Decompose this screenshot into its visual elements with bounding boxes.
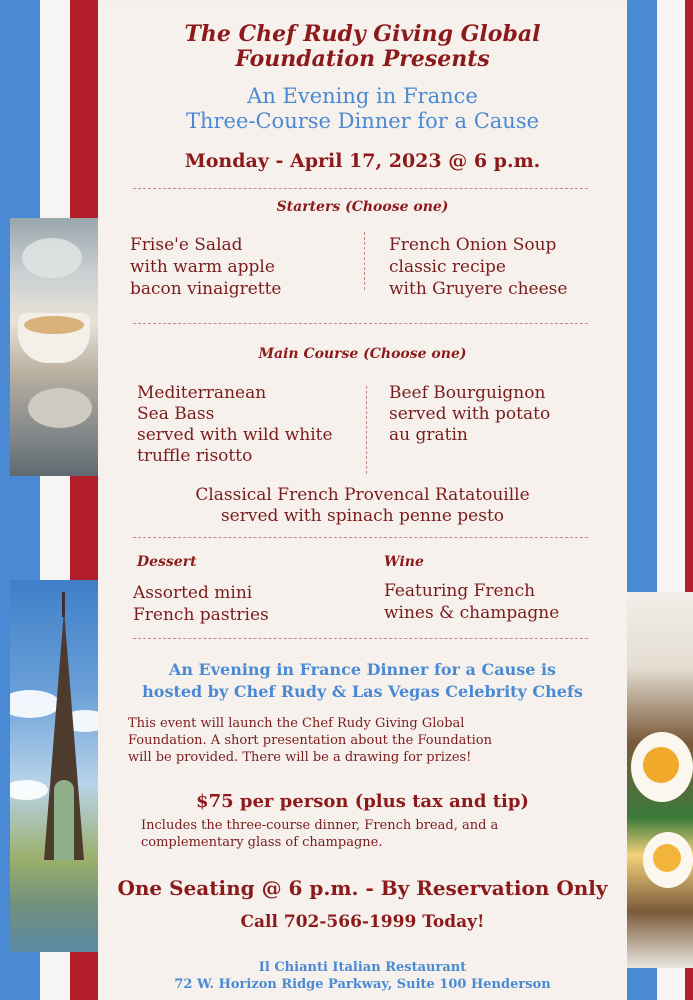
event-date: Monday - April 17, 2023 @ 6 p.m. [184,150,541,172]
host-line: hosted by Chef Rudy & Las Vegas Celebrity Chefs [142,682,583,701]
dessert-heading: Dessert [137,554,197,570]
soup-photo [10,218,98,476]
main-sea-bass-line: Mediterranean [137,383,267,403]
main-beef-line: au gratin [389,425,468,445]
dessert-line: Assorted mini [133,583,253,603]
wine-heading: Wine [384,554,424,570]
event-title [98,84,627,134]
host-statement [98,659,627,703]
main-option-ratatouille [98,485,627,527]
main-ratatouille-line: Classical French Provencal Ratatouille [195,485,530,505]
description-line: This event will launch the Chef Rudy Giving Global [128,716,465,731]
starter-salad-line: with warm apple [130,257,275,277]
divider [133,638,588,639]
seating-notice: One Seating @ 6 p.m. - By Reservation Only [117,876,608,900]
main-sea-bass-line: truffle risotto [137,446,253,466]
main-ratatouille-line: served with spinach penne pesto [220,506,505,526]
wine-line: wines & champagne [384,603,560,623]
starter-soup-line: classic recipe [389,257,506,277]
main-beef-line: Beef Bourguignon [389,383,546,403]
starter-salad-line: bacon vinaigrette [130,279,282,299]
divider [133,323,588,324]
event-title-line-2: Three-Course Dinner for a Cause [185,109,540,133]
price-includes [141,817,498,851]
event-title-line-1: An Evening in France [247,84,478,108]
divider [133,188,588,189]
wine-line: Featuring French [384,581,536,601]
column-divider [366,386,367,474]
host-line: An Evening in France Dinner for a Cause is [168,660,557,679]
event-description [128,715,492,766]
main-option-sea-bass [137,383,333,467]
description-line: will be provided. There will be a drawing for prizes! [128,750,472,765]
venue-name: Il Chianti Italian Restaurant [258,960,467,975]
presenter-title [98,22,627,72]
venue-address: 72 W. Horizon Ridge Parkway, Suite 100 Henderson [174,977,551,992]
main-beef-line: served with potato [389,404,551,424]
starter-option-salad [130,234,281,300]
starter-soup-line: with Gruyere cheese [389,279,568,299]
starter-soup-line: French Onion Soup [389,235,557,255]
eiffel-tower-photo [10,580,98,952]
call-to-action: Call 702-566-1999 Today! [240,912,485,932]
main-option-beef [389,383,550,446]
starter-option-soup [389,234,567,300]
egg-toast-photo [627,592,693,968]
dessert-line: French pastries [133,605,269,625]
starters-heading: Starters (Choose one) [276,199,449,215]
divider [133,537,588,538]
column-divider [364,232,365,290]
description-line: Foundation. A short presentation about the Foundation [128,733,492,748]
price-includes-line: Includes the three-course dinner, French bread, and a [141,818,499,833]
main-sea-bass-line: Sea Bass [137,404,215,424]
presenter-line-2: Foundation Presents [235,46,490,72]
main-sea-bass-line: served with wild white [137,425,333,445]
ticket-price: $75 per person (plus tax and tip) [196,791,529,812]
presenter-line-1: The Chef Rudy Giving Global [184,21,541,47]
main-course-heading: Main Course (Choose one) [258,346,467,362]
price-includes-line: complementary glass of champagne. [141,835,383,850]
starter-salad-line: Frise'e Salad [130,235,243,255]
dessert-description [133,582,269,626]
wine-description [384,580,559,624]
